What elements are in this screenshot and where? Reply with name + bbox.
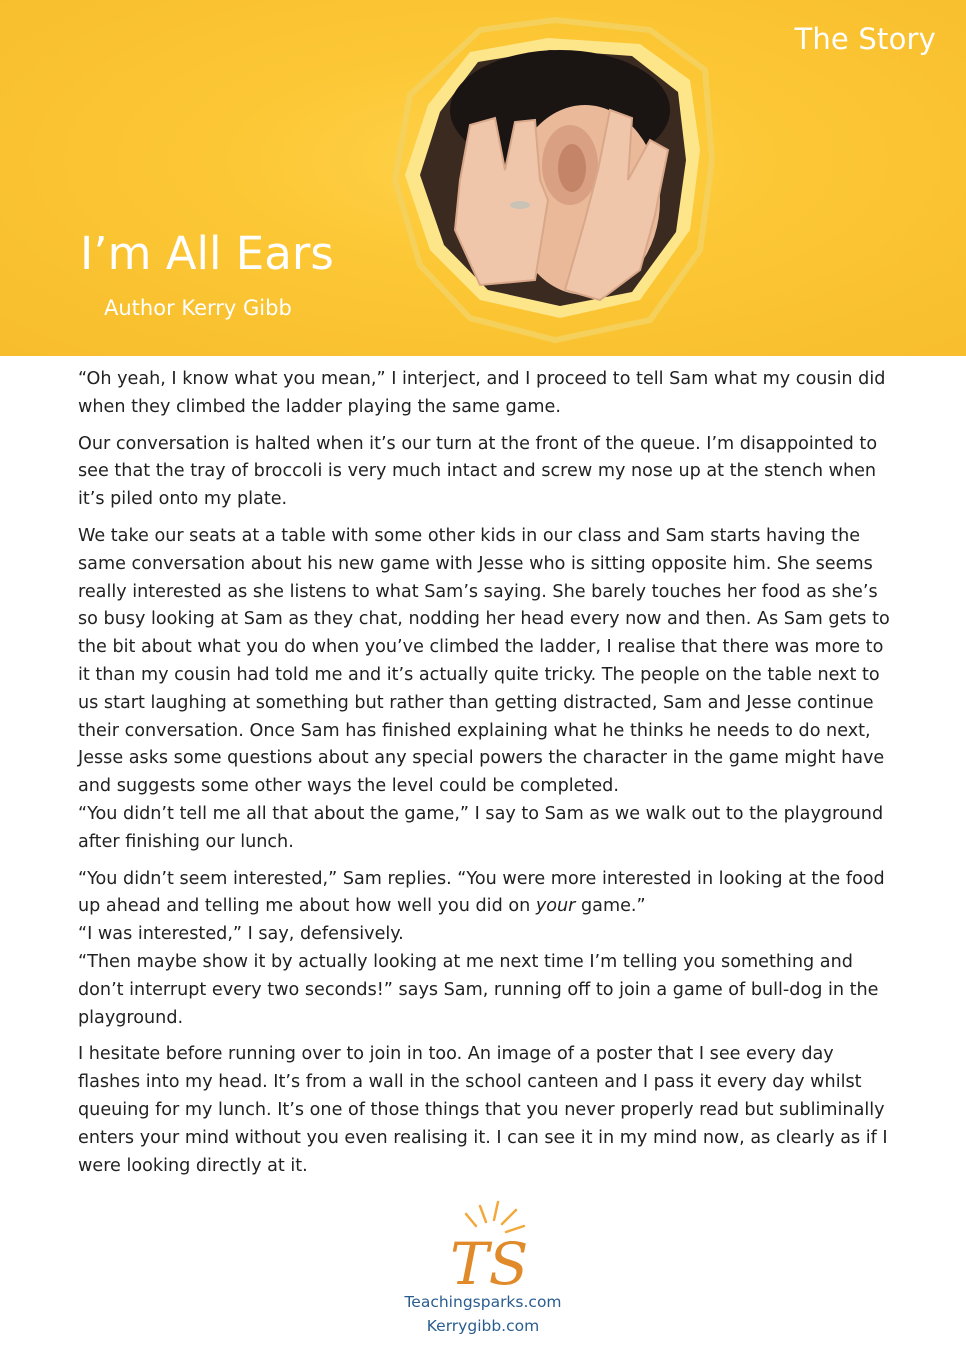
paragraph <box>78 523 898 857</box>
paragraph-text: “You didn’t tell me all that about the game,” I say to Sam as we walk out to the playground after finishing our lunch. <box>78 803 884 852</box>
site-link-kerrygibb[interactable]: Kerrygibb.com <box>426 1317 540 1335</box>
paragraph-text: game.” <box>581 896 646 917</box>
ear-inner <box>558 144 586 192</box>
page-title: I’m All Ears <box>80 227 334 280</box>
section-label: The Story <box>794 22 936 56</box>
author-line: Author Kerry Gibb <box>104 296 292 320</box>
paragraph: “I was interested,” I say, defensively. <box>78 924 404 945</box>
logo-text: TS <box>450 1230 529 1290</box>
paragraph <box>78 866 898 922</box>
paragraph: “Then maybe show it by actually looking at me next time I’m telling you something and don’t interrupt every two seconds!” says Sam, running off to join a game of bull-dog in the playground. <box>78 951 879 1028</box>
story-body <box>78 366 898 1189</box>
footer <box>0 1200 966 1338</box>
paragraph-text: We take our seats at a table with some other kids in our class and Sam starts having the same conversation about his new game with Jesse who is sitting opposite him. She seems really interested as she listens to what Sam’s saying. She barely touches her food as she’s so busy looking at Sam as they chat, nodding her head every now and then. As Sam gets to the bit about what you do when you’ve climbed the ladder, I realise that there was more to it than my cousin had told me and it’s actually quite tricky. The people on the table next to us start laughing at something but rather than getting distracted, Sam and Jesse continue their conversation. Once Sam has finished explaining what he thinks he needs to do next, Jesse asks some questions about any special powers the character in the game might have and suggests some other ways the level could be completed. <box>78 525 890 797</box>
paragraph: I hesitate before running over to join in too. An image of a poster that I see every day flashes into my head. It’s from a wall in the school canteen and I pass it every day whilst queuing for my lunch. It’s one of those things that you never properly read but subliminally enters your mind without you even realising it. I can see it in my mind now, as clearly as if I were looking directly at it. <box>78 1044 888 1176</box>
emphasis-text: your <box>535 896 576 917</box>
spark-rays-icon <box>466 1202 524 1232</box>
paragraph-text: “You didn’t seem interested,” Sam replies. “You were more interested in looking at the food up ahead and telling me about how well you did on <box>78 868 885 917</box>
paragraph: “Oh yeah, I know what you mean,” I interject, and I proceed to tell Sam what my cousin did when they climbed the ladder playing the same game. <box>78 369 886 417</box>
teachingsparks-logo <box>428 1200 538 1290</box>
header-banner <box>0 0 966 356</box>
ring <box>510 201 530 209</box>
paragraph: Our conversation is halted when it’s our turn at the front of the queue. I’m disappointed to see that the tray of broccoli is very much intact and screw my nose up at the stench when it’s piled onto my plate. <box>78 433 878 510</box>
site-link-teachingsparks[interactable]: Teachingsparks.com <box>404 1293 562 1311</box>
